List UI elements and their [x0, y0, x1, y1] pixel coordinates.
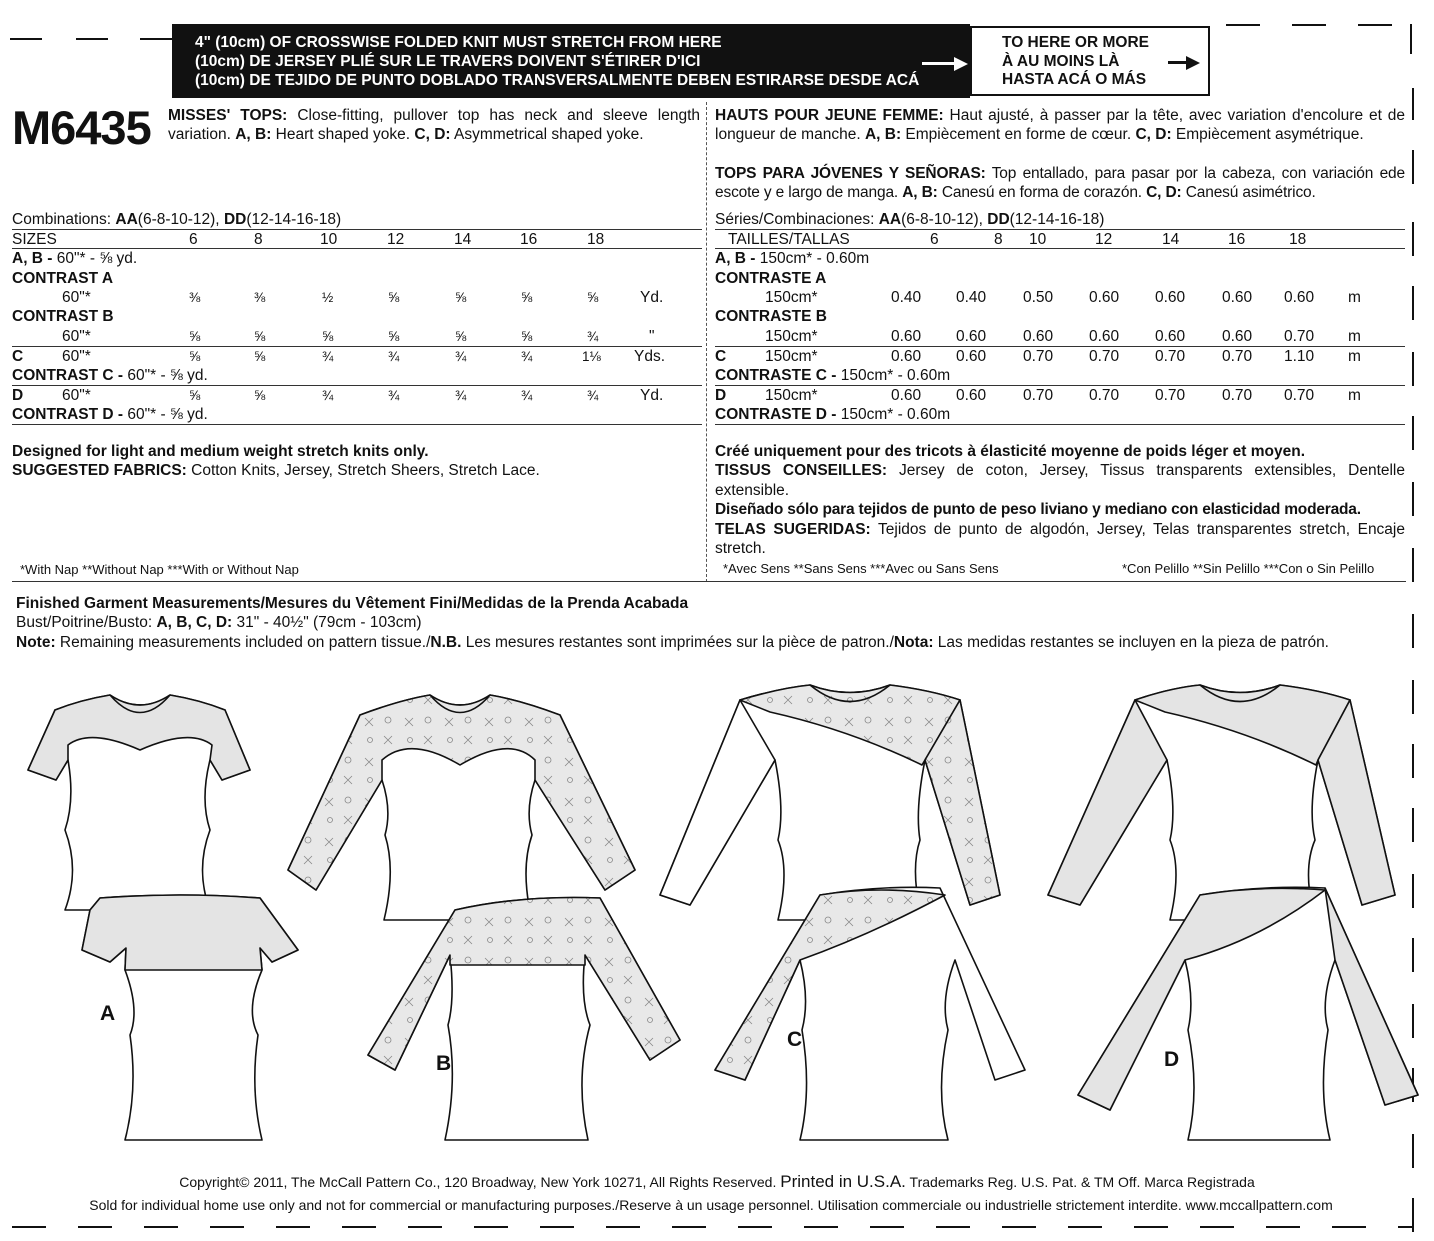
table-rule — [715, 424, 1405, 425]
designed-note-es: Diseñado sólo para tejidos de punto de peso liviano y mediano con elasticidad moderada. — [715, 501, 1361, 519]
stretch-arrow-icon — [922, 62, 956, 65]
target-line-en: TO HERE OR MORE — [1002, 34, 1149, 51]
yardage-cell: ½ — [322, 290, 334, 305]
fabrics-en: Designed for light and medium weight stretch knits only. SUGGESTED FABRICS: Cotton Knits, Jersey, Stretch Sheers, Stretch Lace. — [12, 442, 702, 481]
usage-notice: Sold for individual home use only and not for commercial or manufacturing purposes./Reserve à un usage personnel. Utilisation commerciale ou industrielle strictement interdite. www.mccallpattern.com — [89, 1197, 1333, 1213]
yardage-cell: 0.70 — [1155, 387, 1186, 404]
size-cell: 14 — [1162, 231, 1180, 248]
yardage-cell: 0.70 — [1023, 348, 1054, 365]
fabrics-fr-es: Créé uniquement pour des tricots à élasticité moyenne de poids léger et moyen. TISSUS CONSEILLES: Jersey de coton, Jersey, Tissus transparents extensibles, Dentelle extensible. Diseñado sólo para tejidos de punto de peso liviano y mediano con elasticidad moderada. TELAS SUGERIDAS: Tejidos de punto de algodón, Jersey, Telas transparentes stretch, Encaje stretch. — [715, 443, 1405, 558]
yardage-cell: ⅝ — [189, 388, 201, 403]
yardage-cell: 0.70 — [1222, 348, 1253, 365]
yardage-cell: ⅝ — [254, 329, 266, 344]
yardage-cell: 0.70 — [1222, 387, 1253, 404]
yardage-cell: 0.70 — [1089, 387, 1120, 404]
view-b-front-illustration — [288, 695, 635, 920]
view-label-c: C — [787, 1028, 803, 1051]
table-rule — [12, 424, 702, 425]
yardage-cell: 0.60 — [1089, 328, 1120, 345]
yardage-cell: ⅝ — [388, 329, 400, 344]
yardage-cell: 0.70 — [1284, 387, 1315, 404]
yardage-cell: 0.60 — [891, 328, 922, 345]
yardage-cell: ⅝ — [322, 329, 334, 344]
stretch-line-fr: (10cm) DE JERSEY PLIÉ SUR LE TRAVERS DOIVENT S'ÉTIRER D'ICI — [195, 53, 701, 70]
stretch-line-en: 4" (10cm) OF CROSSWISE FOLDED KNIT MUST STRETCH FROM HERE — [195, 34, 722, 51]
yardage-cell: ¾ — [587, 329, 599, 344]
copyright-line — [0, 1172, 1434, 1192]
yardage-cell: 0.60 — [1222, 289, 1253, 306]
nap-note-fr: *Avec Sens **Sans Sens ***Avec ou Sans Sens — [723, 561, 999, 576]
description-fr-title: HAUTS POUR JEUNE FEMME: — [715, 107, 944, 124]
yardage-cell: ⅝ — [254, 349, 266, 364]
yardage-cell: 0.60 — [891, 387, 922, 404]
yardage-cell: ⅝ — [189, 349, 201, 364]
size-cell: 18 — [1289, 231, 1307, 248]
trademarks-text: Trademarks Reg. U.S. Pat. & TM Off. Marca Registrada — [909, 1174, 1255, 1190]
yardage-cell: 0.60 — [1222, 328, 1253, 345]
yardage-cell: ¾ — [587, 388, 599, 403]
yardage-cell: ¾ — [521, 349, 533, 364]
yardage-cell: 0.40 — [891, 289, 922, 306]
description-en: MISSES' TOPS: Close-fitting, pullover top has neck and sleeve length variation. A, B: Heart shaped yoke. C, D: Asymmetrical shaped yoke. — [168, 107, 700, 144]
yardage-cell: 1⅛ — [582, 349, 601, 364]
yardage-cell: 0.60 — [1155, 328, 1186, 345]
size-cell: 8 — [994, 231, 1003, 248]
contrast-d-row: CONTRASTE D - 150cm* - 0.60m — [715, 406, 951, 423]
sizes-label: TAILLES/TALLAS — [728, 231, 850, 248]
size-cell: 12 — [1095, 231, 1113, 248]
designed-note-fr: Créé uniquement pour des tricots à élasticité moyenne de poids léger et moyen. — [715, 443, 1306, 460]
contrast-c-row: CONTRAST C - 60"* - ⅝ yd. — [12, 367, 208, 384]
yardage-cell: 0.60 — [1284, 289, 1315, 306]
stretch-line-es: (10cm) DE TEJIDO DE PUNTO DOBLADO TRANSVERSALMENTE DEBEN ESTIRARSE DESDE ACÁ — [195, 72, 920, 89]
combinations-row: Séries/Combinaciones: AA(6-8-10-12), DD(12-14-16-18) — [715, 211, 1105, 228]
target-line-fr: À AU MOINS LÀ — [1002, 52, 1120, 70]
view-d-front-illustration — [1048, 685, 1395, 920]
yardage-cell: 0.60 — [1023, 328, 1054, 345]
contrast-a-label: CONTRAST A — [12, 270, 114, 287]
nap-note-es: *Con Pelillo **Sin Pelillo ***Con o Sin Pelillo — [1122, 561, 1375, 576]
view-a-front-illustration — [28, 695, 250, 910]
yardage-cell: ¾ — [455, 388, 467, 403]
yardage-cell: ⅜ — [189, 290, 201, 305]
view-c-back-illustration — [715, 887, 1025, 1140]
stretch-target-box — [970, 26, 1210, 96]
description-es: TOPS PARA JÓVENES Y SEÑORAS: Top entallado, para pasar por la cabeza, con variación ede escote y e largo de manga. A, B: Canesú en forma de corazón. C, D: Canesú asimétrico. — [715, 165, 1405, 202]
contrast-a-label: CONTRASTE A — [715, 270, 827, 287]
yardage-cell: 1.10 — [1284, 348, 1315, 365]
stretch-arrowhead-icon — [954, 57, 968, 71]
yardage-cell: 0.40 — [956, 289, 987, 306]
size-cell: 6 — [189, 231, 198, 248]
yardage-cell: ¾ — [388, 349, 400, 364]
yardage-table-en: Combinations: AA(6-8-10-12), DD(12-14-16-18) SIZES 6 8 10 12 14 16 18 A, B - 60"* - ⅝ yd. CONTRAST A 60"* ⅜ ⅜ ½ ⅝ ⅝ ⅝ ⅝ Yd. CONTRAST B 60"* ⅝ ⅝ ⅝ ⅝ ⅝ ⅝ ¾ " C 60"* ⅝ ⅝ ¾ ¾ ¾ ¾ 1⅛ Yds. CONTRAST C - 60"* - ⅝ yd. D 60"* ⅝ ⅝ ¾ ¾ ¾ ¾ ¾ Yd. CONTRAST D - 60"* - ⅝ yd. — [12, 210, 702, 430]
yardage-cell: 0.60 — [956, 348, 987, 365]
contrast-c-row: CONTRASTE C - 150cm* - 0.60m — [715, 367, 951, 384]
description-en-title: MISSES' TOPS: — [168, 107, 288, 124]
yardage-cell: ⅝ — [189, 329, 201, 344]
yardage-cell: 0.60 — [956, 387, 987, 404]
garment-measurements: Finished Garment Measurements/Mesures du Vêtement Fini/Medidas de la Prenda Acabada Bust/Poitrine/Busto: A, B, C, D: 31" - 40½" (79cm - 103cm) Note: Remaining measurements included on pattern tissue./N.B. Les mesures restantes sont imprimées sur la pièce de patron./Nota: Las medidas restantes se incluyen en la pieza de patrón. — [16, 594, 1416, 652]
section-rule — [12, 581, 1406, 582]
yardage-cell: ¾ — [455, 349, 467, 364]
yardage-cell: ⅝ — [254, 388, 266, 403]
target-arrow-icon — [1168, 61, 1188, 64]
yardage-cell: ⅝ — [521, 290, 533, 305]
copyright-text: Copyright© 2011, The McCall Pattern Co., 120 Broadway, New York 10271, All Rights Reserved. — [179, 1174, 777, 1190]
size-cell: 16 — [520, 231, 538, 248]
contrast-d-row: CONTRAST D - 60"* - ⅝ yd. — [12, 406, 208, 423]
contrast-b-label: CONTRASTE B — [715, 308, 827, 325]
size-cell: 12 — [387, 231, 405, 248]
table-rule — [12, 385, 702, 386]
description-es-title: TOPS PARA JÓVENES Y SEÑORAS: — [715, 165, 986, 182]
yardage-cell: 0.50 — [1023, 289, 1054, 306]
measurements-heading: Finished Garment Measurements/Mesures du Vêtement Fini/Medidas de la Prenda Acabada — [16, 595, 689, 612]
column-divider — [706, 102, 707, 582]
ab-row: A, B - 150cm* - 0.60m — [715, 250, 870, 267]
yardage-cell: 0.60 — [891, 348, 922, 365]
sizes-label: SIZES — [12, 231, 57, 248]
printed-in: Printed in U.S.A. — [780, 1172, 906, 1191]
size-cell: 10 — [320, 231, 338, 248]
yardage-cell: ⅝ — [521, 329, 533, 344]
stretch-gauge-banner — [172, 24, 970, 98]
yardage-cell: ¾ — [322, 349, 334, 364]
yardage-cell: 0.70 — [1284, 328, 1315, 345]
yardage-cell: 0.70 — [1023, 387, 1054, 404]
yardage-cell: ¾ — [388, 388, 400, 403]
contrast-b-label: CONTRAST B — [12, 308, 114, 325]
size-cell: 18 — [587, 231, 605, 248]
combinations-row: Combinations: AA(6-8-10-12), DD(12-14-16-18) — [12, 211, 342, 228]
yardage-cell: ⅝ — [455, 329, 467, 344]
pattern-number: M6435 — [12, 101, 151, 154]
yardage-cell: ⅝ — [587, 290, 599, 305]
yardage-cell: 0.60 — [956, 328, 987, 345]
yardage-cell: 0.60 — [1089, 289, 1120, 306]
size-cell: 10 — [1029, 231, 1047, 248]
size-cell: 14 — [454, 231, 472, 248]
size-cell: 16 — [1228, 231, 1246, 248]
description-fr: HAUTS POUR JEUNE FEMME: Haut ajusté, à passer par la tête, avec variation d'encolure et de longueur de manche. A, B: Empiècement en forme de cœur. C, D: Empiècement asymétrique. — [715, 107, 1406, 144]
yardage-cell: 0.60 — [1155, 289, 1186, 306]
target-line-es: HASTA ACÁ O MÁS — [1002, 71, 1147, 88]
yardage-cell: 0.70 — [1155, 348, 1186, 365]
view-b-back-illustration — [368, 898, 680, 1141]
target-arrowhead-icon — [1186, 56, 1200, 70]
view-d-back-illustration — [1078, 887, 1418, 1140]
yardage-cell: 0.70 — [1089, 348, 1120, 365]
size-cell: 8 — [254, 231, 263, 248]
view-label-a: A — [100, 1002, 116, 1025]
nap-note-en: *With Nap **Without Nap ***With or Without Nap — [20, 562, 299, 577]
view-c-front-illustration — [660, 685, 1000, 920]
garment-illustrations — [0, 670, 1434, 1170]
ab-row: A, B - 60"* - ⅝ yd. — [12, 250, 138, 267]
yardage-cell: ⅜ — [254, 290, 266, 305]
yardage-table-fr: Séries/Combinaciones: AA(6-8-10-12), DD(12-14-16-18) TAILLES/TALLAS 6 8 10 12 14 16 18 A, B - 150cm* - 0.60m CONTRASTE A 150cm* 0.40 0.40 0.50 0.60 0.60 0.60 0.60 m CONTRASTE B 150cm* 0.60 0.60 0.60 0.60 0.60 0.60 0.70 m C 150cm* 0.60 0.60 0.70 0.70 0.70 0.70 1.10 m CONTRASTE C - 150cm* - 0.60m D 150cm* 0.60 0.60 0.70 0.70 0.70 0.70 0.70 m CONTRASTE D - 150cm* - 0.60m — [715, 210, 1405, 430]
yardage-cell: ¾ — [322, 388, 334, 403]
yardage-cell: ⅝ — [388, 290, 400, 305]
view-label-b: B — [436, 1052, 452, 1075]
view-label-d: D — [1164, 1048, 1180, 1071]
designed-note-en: Designed for light and medium weight stretch knits only. — [12, 443, 429, 460]
size-cell: 6 — [930, 231, 939, 248]
yardage-cell: ⅝ — [455, 290, 467, 305]
yardage-cell: ¾ — [521, 388, 533, 403]
